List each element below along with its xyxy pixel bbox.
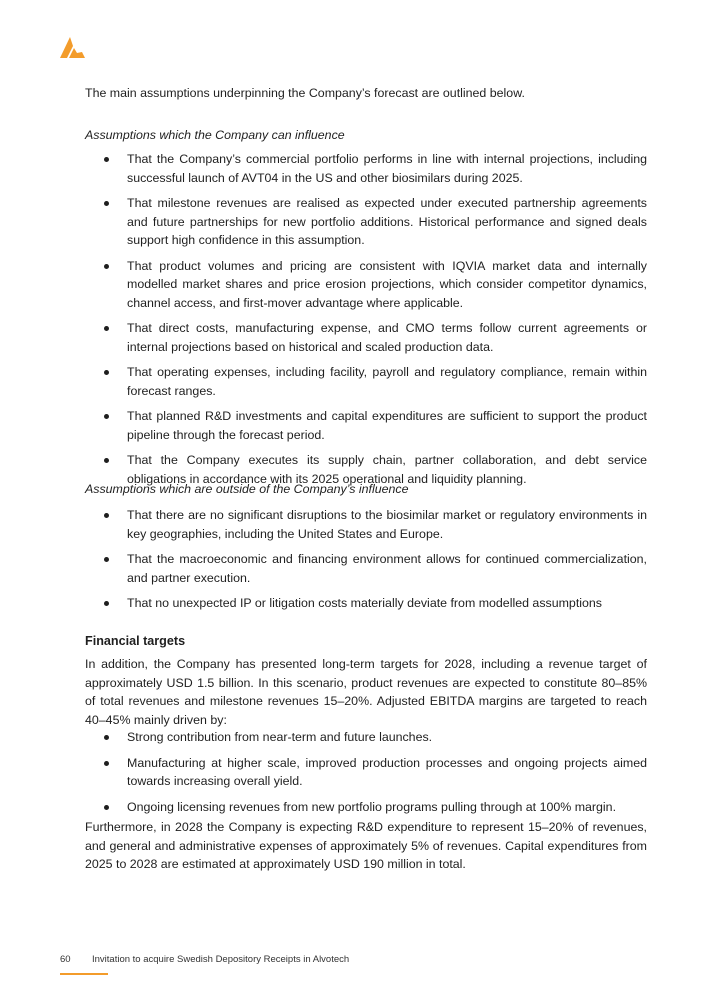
list-item: That no unexpected IP or litigation costs materially deviate from modelled assumptions (85, 594, 647, 613)
financial-drivers-list (85, 728, 647, 823)
list-item: That direct costs, manufacturing expense, and CMO terms follow current agreements or internal projections based on historical and scaled production data. (85, 319, 647, 356)
list-item: Strong contribution from near-term and future launches. (85, 728, 647, 747)
list-item: Ongoing licensing revenues from new portfolio programs pulling through at 100% margin. (85, 798, 647, 817)
page-number: 60 (60, 954, 71, 965)
bullet-icon (104, 761, 109, 766)
bullet-icon (104, 735, 109, 740)
alvotech-logo-icon (58, 36, 86, 60)
footer-title: Invitation to acquire Swedish Depository Receipts in Alvotech (92, 954, 350, 965)
bullet-icon (104, 326, 109, 331)
bullet-icon (104, 513, 109, 518)
bullet-icon (104, 201, 109, 206)
can-influence-list (85, 150, 647, 495)
list-item: That product volumes and pricing are consistent with IQVIA market data and internally modelled market shares and price erosion projections, which consider competitor dynamics, channel access, and first-mover advantage where applicable. (85, 257, 647, 313)
bullet-icon (104, 458, 109, 463)
bullet-icon (104, 805, 109, 810)
section-heading-can-influence: Assumptions which the Company can influence (85, 128, 345, 142)
bullet-icon (104, 557, 109, 562)
list-item: That the Company’s commercial portfolio performs in line with internal projections, including successful launch of AVT04 in the US and other biosimilars during 2025. (85, 150, 647, 187)
section-heading-outside-influence: Assumptions which are outside of the Company’s influence (85, 482, 409, 496)
list-item: That the Company executes its supply chain, partner collaboration, and debt service obligations in accordance with its 2025 operational and liquidity planning. (85, 451, 647, 488)
rd-capex-paragraph: Furthermore, in 2028 the Company is expecting R&D expenditure to represent 15–20% of revenues, and general and administrative expenses of approximately 5% of revenues. Capital expenditures from 2025 to 2028 are estimated at approximately USD 190 million in total. (85, 820, 647, 871)
bullet-icon (104, 157, 109, 162)
bullet-icon (104, 264, 109, 269)
financial-targets-heading: Financial targets (85, 634, 186, 648)
list-item: That planned R&D investments and capital expenditures are sufficient to support the product pipeline through the forecast period. (85, 407, 647, 444)
footer-accent-bar (60, 973, 108, 975)
bullet-icon (104, 370, 109, 375)
financial-targets-paragraph: In addition, the Company has presented long-term targets for 2028, including a revenue target of approximately USD 1.5 billion. In this scenario, product revenues are expected to constitute 80–85% of total revenues and milestone revenues 15–20%. Adjusted EBITDA margins are targeted to reach 40–45% mainly driven by: (85, 657, 647, 727)
list-item: That milestone revenues are realised as expected under executed partnership agreements and future partnerships for new portfolio additions. Historical performance and signed deals support high confidence in this assumption. (85, 194, 647, 250)
outside-influence-list (85, 506, 647, 620)
list-item: That the macroeconomic and financing environment allows for continued commercialization, and partner execution. (85, 550, 647, 587)
list-item: That there are no significant disruptions to the biosimilar market or regulatory environments in key geographies, including the United States and Europe. (85, 506, 647, 543)
bullet-icon (104, 414, 109, 419)
intro-text: The main assumptions underpinning the Company’s forecast are outlined below. (85, 86, 525, 100)
list-item: Manufacturing at higher scale, improved production processes and ongoing projects aimed towards increasing overall yield. (85, 754, 647, 791)
list-item: That operating expenses, including facility, payroll and regulatory compliance, remain within forecast ranges. (85, 363, 647, 400)
bullet-icon (104, 601, 109, 606)
